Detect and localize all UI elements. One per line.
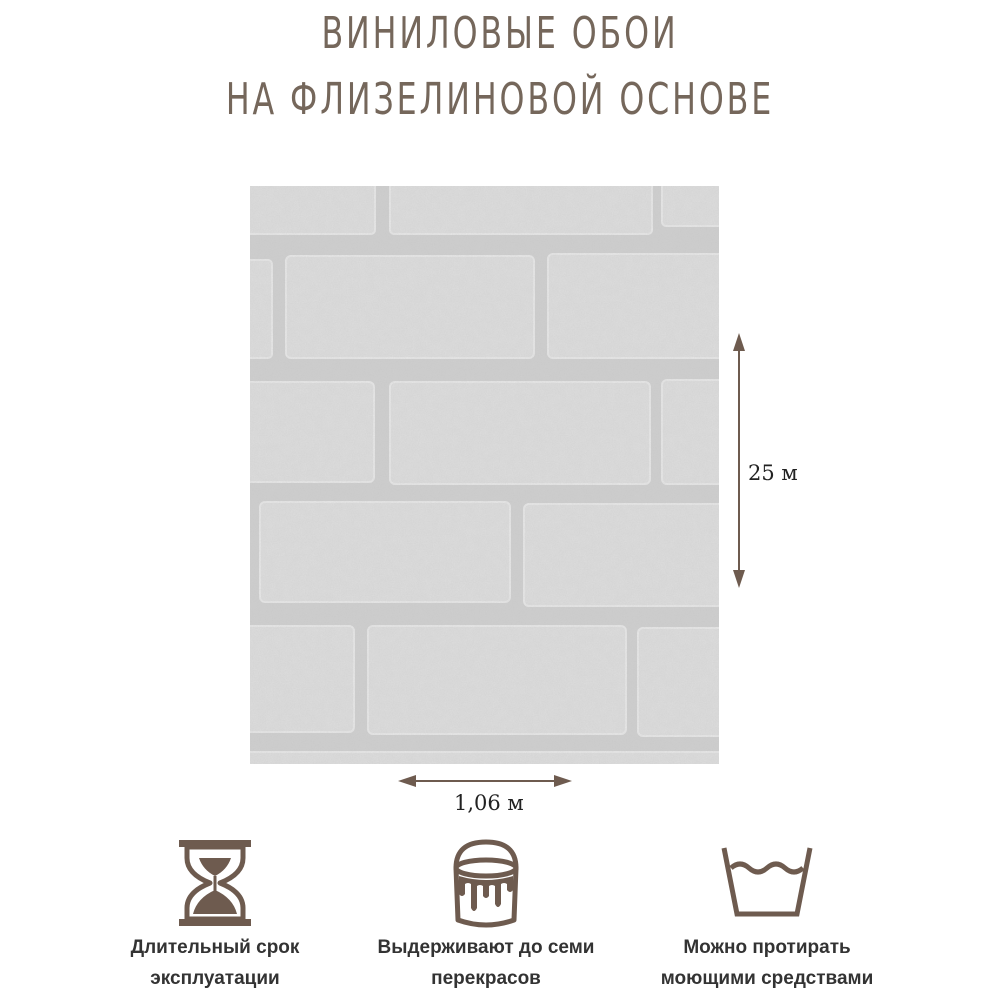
height-arrow xyxy=(733,333,745,588)
feature-durability-line1: Длительный срок xyxy=(130,937,300,958)
feature-washable xyxy=(617,838,917,994)
feature-durability-line2: эксплуатации xyxy=(150,968,280,989)
roll-width-label: 1,06 м xyxy=(454,791,524,815)
wallpaper-swatch-image xyxy=(250,186,719,764)
hourglass-icon xyxy=(177,838,253,928)
width-arrow xyxy=(398,775,572,787)
title-line-2: НА ФЛИЗЕЛИНОВОЙ ОСНОВЕ xyxy=(225,74,775,125)
feature-washable-line1: Можно протирать xyxy=(683,937,851,958)
feature-durability xyxy=(65,838,365,994)
washing-basin-icon xyxy=(721,838,813,918)
feature-repaint-line1: Выдерживают до семи xyxy=(377,937,595,958)
paint-bucket-icon xyxy=(450,838,522,930)
feature-repaint xyxy=(336,838,636,994)
roll-length-label: 25 м xyxy=(748,461,798,485)
feature-washable-line2: моющими средствами xyxy=(660,968,874,989)
feature-repaint-line2: перекрасов xyxy=(431,968,541,989)
title-line-1: ВИНИЛОВЫЕ ОБОИ xyxy=(321,8,679,59)
